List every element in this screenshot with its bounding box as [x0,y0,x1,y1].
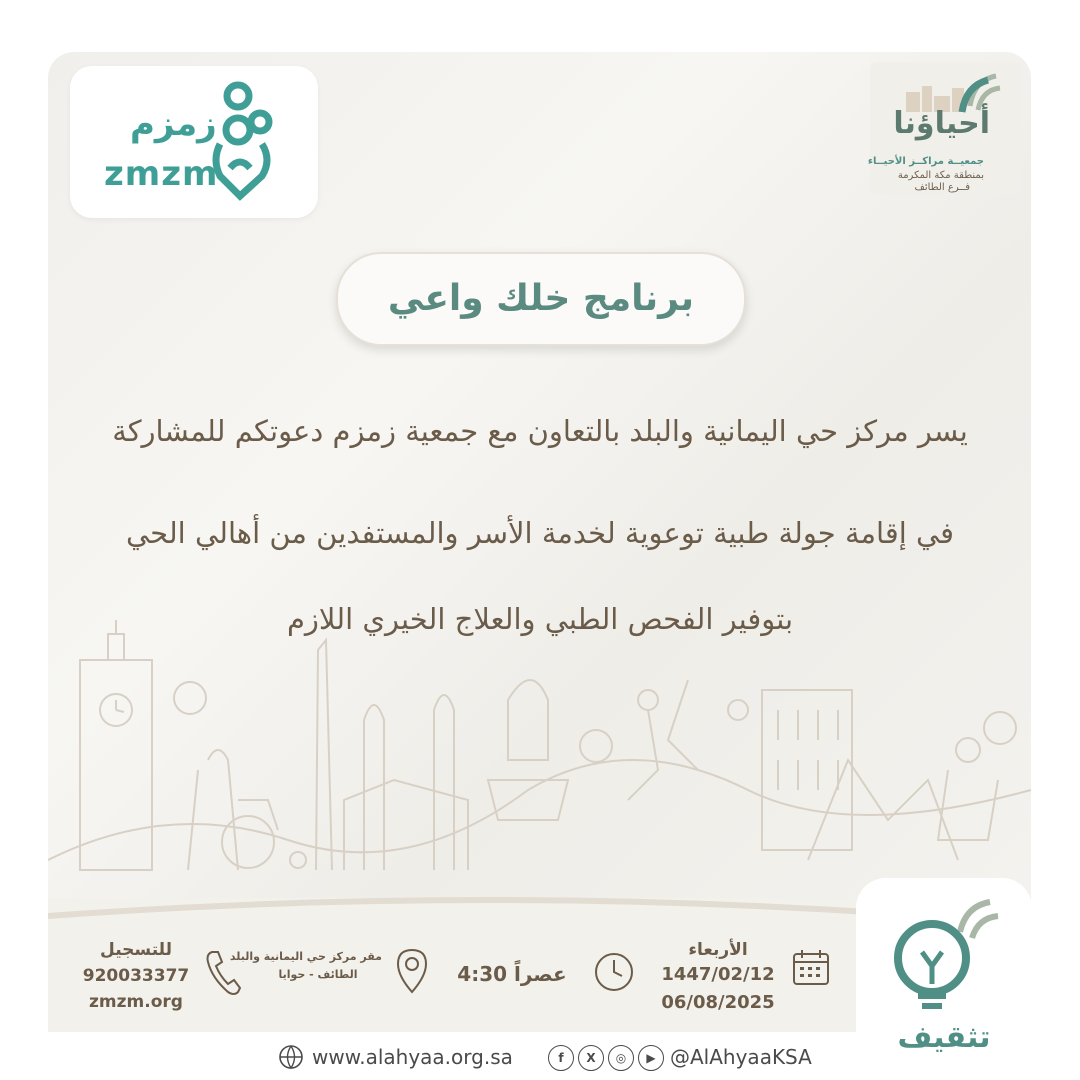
calendar-icon [788,946,834,992]
social-handle[interactable]: @AlAhyaaKSA [670,1045,812,1069]
date-gregorian: 06/08/2025 [661,992,775,1013]
body-line-3: بتوفير الفحص الطبي والعلاج الخيري اللازم [286,602,794,636]
footer-curve-decoration [48,892,928,922]
instagram-icon[interactable]: ◎ [608,1045,634,1071]
x-icon[interactable]: X [578,1045,604,1071]
globe-icon [278,1044,304,1070]
alahyaa-logo [867,62,1020,194]
zmzm-family-icon [210,80,280,204]
youtube-icon[interactable]: ▶ [638,1045,664,1071]
body-line-1: يسر مركز حي اليمانية والبلد بالتعاون مع جمعية زمزم دعوتكم للمشاركة [112,414,968,448]
lightbulb-icon [882,892,1012,1022]
register-website: zmzm.org [89,992,183,1012]
clock-icon [590,948,638,996]
body-line-2: في إقامة جولة طبية توعوية لخدمة الأسر والمستفدين من أهالي الحي [125,516,955,550]
zmzm-logo [70,66,318,218]
thaqeef-badge [856,878,1032,1068]
register-phone: 920033377 [82,966,190,986]
city-line-illustration [48,620,1031,900]
alahyaa-logo-line3: فــرع الطائف [914,182,970,193]
alahyaa-logo-name: أحياؤنا [893,106,990,141]
thaqeef-label: تثقيف [897,1020,991,1055]
bottom-website-link[interactable]: www.alahyaa.org.sa [312,1045,513,1069]
register-label: للتسجيل [100,940,172,960]
date-day: الأربعاء [688,940,748,960]
zmzm-logo-latin: zmzm [104,154,219,194]
facebook-icon[interactable]: f [548,1045,574,1071]
alahyaa-logo-line1: جمعيــة مراكــز الأحيــاء [867,156,984,167]
location-line-2: الطائف - حوايا [278,968,358,981]
location-pin-icon [392,946,432,998]
alahyaa-logo-line2: بمنطقة مكة المكرمة [897,170,984,181]
program-title: برنامج خلك واعي [387,278,695,319]
zmzm-logo-arabic: زمزم [130,104,217,144]
date-hijri: 1447/02/12 [661,964,775,985]
time-text: عصراً 4:30 [457,962,567,986]
title-pill [336,252,746,346]
location-line-1: مقر مركز حي اليمانية والبلد [229,950,382,963]
